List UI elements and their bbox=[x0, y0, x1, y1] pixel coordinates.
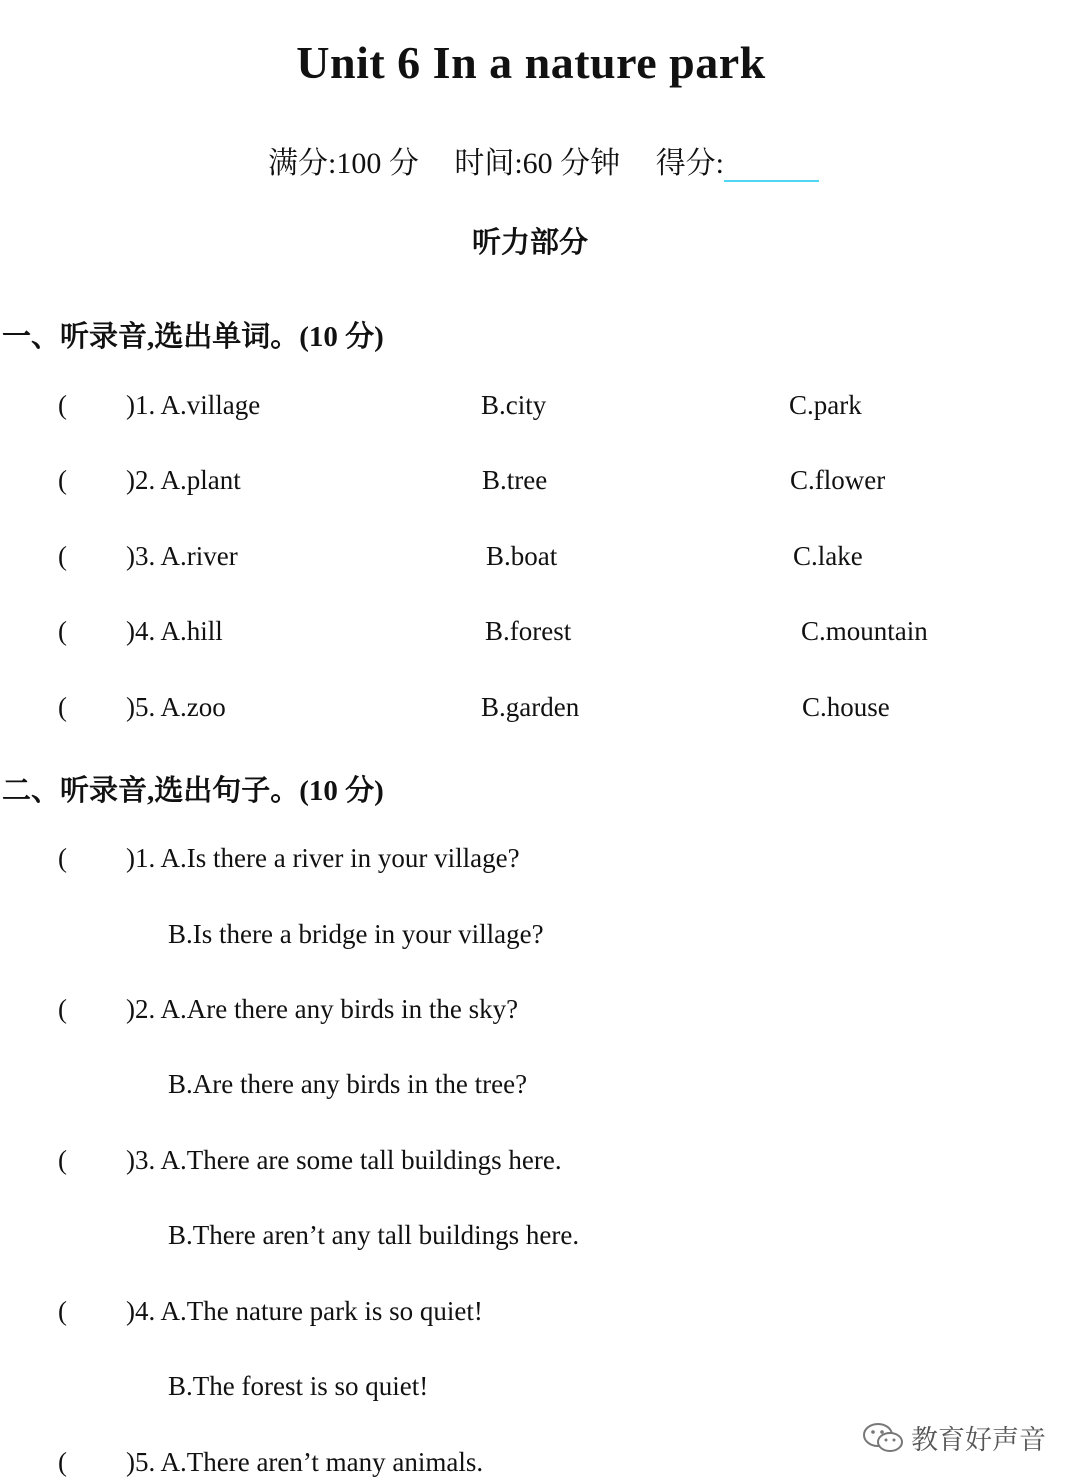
section1-heading: 一、听录音,选出单词。(10 分) bbox=[2, 321, 384, 353]
option-b: B.There aren’t any tall buildings here. bbox=[168, 1220, 580, 1250]
option-b: B.forest bbox=[485, 616, 572, 646]
option-c: C.flower bbox=[790, 465, 886, 495]
wechat-icon bbox=[861, 1421, 905, 1455]
listening-part-heading: 听力部分 bbox=[471, 227, 588, 259]
option-c: C.mountain bbox=[801, 616, 928, 646]
option-b: B.Is there a bridge in your village? bbox=[168, 919, 544, 949]
answer-paren[interactable]: ( bbox=[58, 616, 67, 646]
full-score: 满分:100 分 bbox=[268, 147, 419, 180]
section2-heading: 二、听录音,选出句子。(10 分) bbox=[2, 775, 384, 807]
page-title: Unit 6 In a nature park bbox=[296, 37, 766, 88]
answer-paren[interactable]: ( bbox=[58, 1145, 67, 1175]
answer-paren[interactable]: ( bbox=[58, 541, 67, 571]
option-a: )4. A.The nature park is so quiet! bbox=[126, 1296, 483, 1326]
answer-paren[interactable]: ( bbox=[58, 843, 67, 873]
answer-paren[interactable]: ( bbox=[58, 465, 67, 495]
watermark-text: 教育好声音 bbox=[911, 1425, 1046, 1456]
answer-paren[interactable]: ( bbox=[58, 692, 67, 722]
option-c: C.lake bbox=[793, 541, 863, 571]
option-a: )3. A.river bbox=[126, 541, 238, 571]
option-a: )1. A.village bbox=[126, 390, 261, 420]
option-c: C.house bbox=[802, 692, 890, 722]
option-a: )2. A.plant bbox=[126, 465, 241, 495]
score-blank[interactable] bbox=[724, 150, 819, 182]
answer-paren[interactable]: ( bbox=[58, 1447, 67, 1477]
answer-paren[interactable]: ( bbox=[58, 994, 67, 1024]
option-a: )5. A.There aren’t many animals. bbox=[126, 1447, 484, 1477]
answer-paren[interactable]: ( bbox=[58, 390, 67, 420]
option-c: C.park bbox=[789, 390, 862, 420]
option-a: )5. A.zoo bbox=[126, 692, 226, 722]
option-b: B.tree bbox=[482, 465, 548, 495]
option-b: B.The forest is so quiet! bbox=[168, 1371, 429, 1401]
answer-paren[interactable]: ( bbox=[58, 1296, 67, 1326]
option-b: B.garden bbox=[481, 692, 580, 722]
option-a: )4. A.hill bbox=[126, 616, 223, 646]
option-a: )2. A.Are there any birds in the sky? bbox=[126, 994, 519, 1024]
option-b: B.city bbox=[481, 390, 547, 420]
option-a: )3. A.There are some tall buildings here. bbox=[126, 1145, 562, 1175]
option-b: B.Are there any birds in the tree? bbox=[168, 1069, 528, 1099]
option-a: )1. A.Is there a river in your village? bbox=[126, 843, 520, 873]
time-limit: 时间:60 分钟 bbox=[454, 147, 621, 180]
option-b: B.boat bbox=[486, 541, 558, 571]
watermark bbox=[861, 1418, 1046, 1457]
exam-meta bbox=[268, 138, 819, 182]
score-label: 得分: bbox=[655, 147, 725, 180]
